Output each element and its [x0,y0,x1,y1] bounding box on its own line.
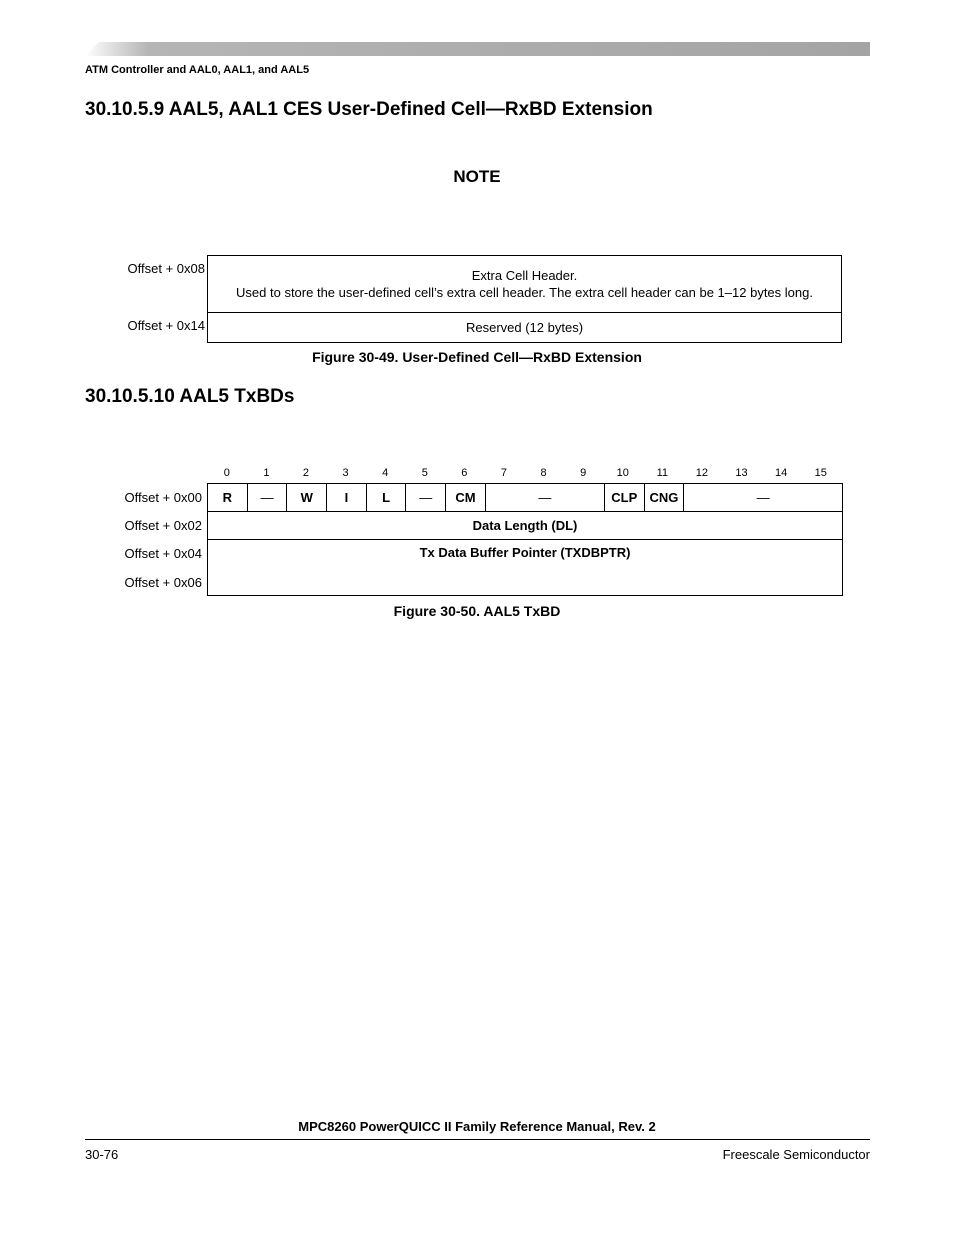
note-label: NOTE [453,167,501,186]
bit-field: — [485,484,604,512]
bit-field: I [327,484,367,512]
bit-number: 11 [656,467,669,479]
bit-number: 3 [342,467,349,479]
figure-30-50-caption: Figure 30-50. AAL5 TxBD [393,603,561,619]
bit-number: 5 [421,467,428,479]
bit-number: 4 [382,467,389,479]
bit-field: — [406,484,446,512]
table-row [208,313,842,343]
bit-number: 6 [461,467,468,479]
figure-30-49-caption: Figure 30-49. User-Defined Cell—RxBD Extension [312,349,642,365]
bit-number: 12 [695,467,709,479]
bit-field: R [208,484,248,512]
aal5-txbd-table [207,483,843,596]
rxbd-extension-table [207,255,842,343]
table-row [208,484,843,512]
offset-label-0x06: Offset + 0x06 [124,575,202,590]
bit-number: 10 [616,467,629,479]
bit-number: 7 [500,467,508,479]
bit-number: 1 [263,467,270,479]
company-name: Freescale Semiconductor [722,1147,870,1162]
extra-cell-header-field [208,256,842,313]
tx-data-buffer-pointer-field: Tx Data Buffer Pointer (TXDBPTR) [208,540,843,596]
offset-label-0x00: Offset + 0x00 [124,490,202,505]
offset-label-0x14: Offset + 0x14 [127,318,205,333]
bit-number: 9 [580,467,587,479]
table-row [208,512,843,540]
bit-field: W [287,484,327,512]
bit-field: CLP [604,484,644,512]
header-bar [85,42,870,56]
bit-number: 15 [814,467,827,479]
offset-label-0x04: Offset + 0x04 [124,546,202,561]
table-row [208,540,843,596]
page-number: 30-76 [85,1147,119,1162]
offset-label-0x08: Offset + 0x08 [127,261,205,276]
bit-number: 8 [540,467,547,479]
bit-number: 13 [735,467,748,479]
bit-field: L [366,484,406,512]
bit-number: 14 [774,467,788,479]
bit-field: — [247,484,287,512]
bit-field: — [684,484,843,512]
section-heading-30-10-5-10: 30.10.5.10 AAL5 TxBDs [85,386,295,407]
reserved-field: Reserved (12 bytes) [208,313,842,343]
footer-divider [85,1139,870,1140]
offset-label-0x02: Offset + 0x02 [124,518,202,533]
bit-field: CM [446,484,486,512]
bit-field: CNG [644,484,684,512]
bit-number-row [207,467,841,479]
data-length-field: Data Length (DL) [208,512,843,540]
bit-number: 2 [302,467,310,479]
section-heading-30-10-5-9: 30.10.5.9 AAL5, AAL1 CES User-Defined Cell—RxBD Extension [85,99,653,120]
field-title: Extra Cell Header. [471,268,578,283]
table-row [208,256,842,313]
running-head: ATM Controller and AAL0, AAL1, and AAL5 [85,64,310,76]
bit-number: 0 [223,467,230,479]
footer-title: MPC8260 PowerQUICC II Family Reference Manual, Rev. 2 [298,1119,656,1134]
field-description: Used to store the user-defined cell’s extra cell header. The extra cell header can be 1–12 bytes long. [236,285,813,300]
